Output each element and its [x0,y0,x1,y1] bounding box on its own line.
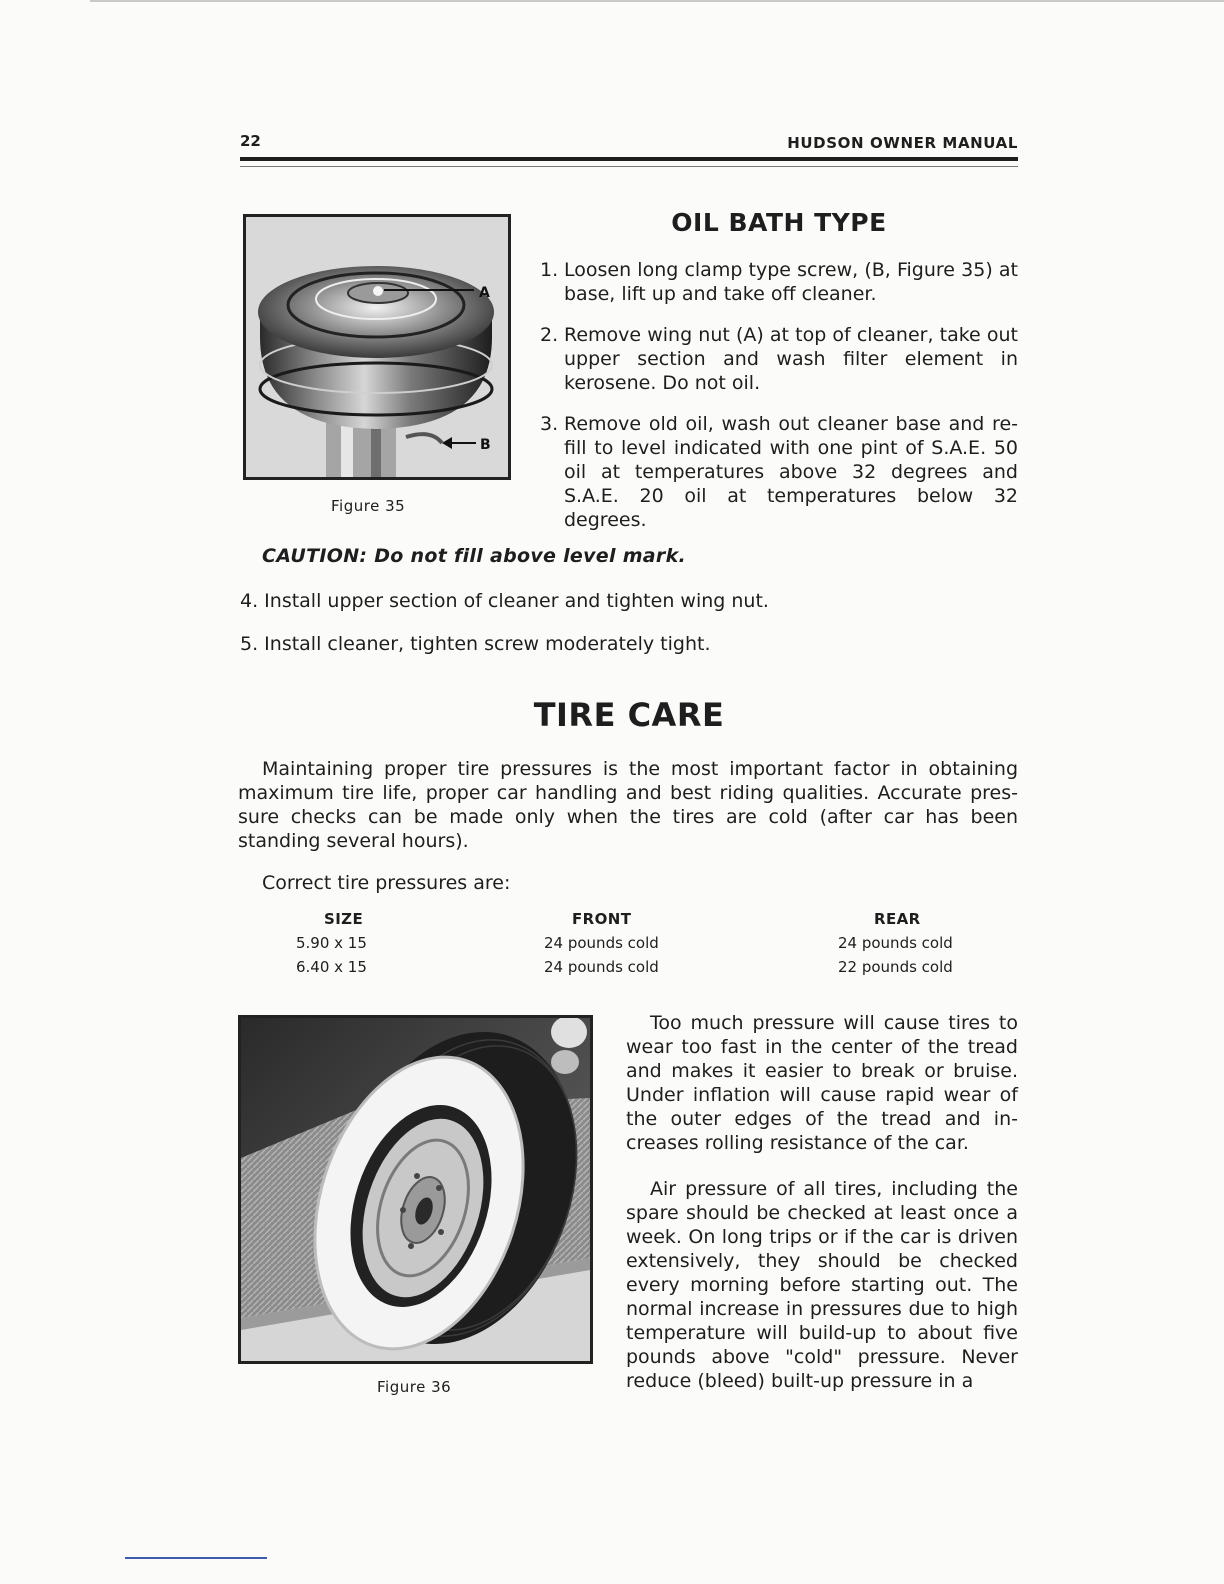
step-number: 1. [540,259,559,281]
running-title: HUDSON OWNER MANUAL [787,134,1018,152]
step-number: 2. [540,324,559,346]
cell-rear: 24 pounds cold [838,934,953,952]
figure-35-air-cleaner-image [243,214,511,480]
oil-bath-step-4: 4. Install upper section of cleaner and tighten wing nut. [240,590,769,612]
oil-bath-steps [540,258,1018,549]
figure-36-caption: Figure 36 [377,1378,452,1396]
figure-35-label-b: B [480,437,491,453]
column-header-front: FRONT [572,910,632,928]
header-rule-thick [240,157,1018,161]
page-header [240,132,1018,154]
figure-36-spare-tire-image [238,1015,593,1364]
tire-care-intro: Maintaining proper tire pressures is the most important factor in obtaining maximum tire life, proper car handling and best riding qualities. Accurate pres-sure checks can be made only when the tires are cold (after car has been standing several hours). [238,758,1018,852]
oil-bath-step-1 [540,258,1018,306]
oil-bath-step-5: 5. Install cleaner, tighten screw moderately tight. [240,633,711,655]
tire-pressure-text-column [626,1011,1018,1415]
scan-top-edge [90,0,1224,8]
step-text: Remove wing nut (A) at top of cleaner, take out upper section and wash filter element in kerosene. Do not oil. [564,324,1018,394]
step-text: Loosen long clamp type screw, (B, Figure 35) at base, lift up and take off cleaner. [564,259,1018,305]
overpressure-paragraph: Too much pressure will cause tires to wear too fast in the center of the tread and makes it easier to break or bruise. Under inflation will cause rapid wear of the outer edges of the tread and in-creases rolling resistance of the car. [626,1012,1018,1154]
air-pressure-paragraph: Air pressure of all tires, including the spare should be checked at least once a week. On long trips or if the car is driven extensively, they should be checked every morning before starting out. The normal increase in pressures due to high temperature will build-up to about five pounds above "cold" pressure. Never reduce (bleed) built-up pressure in a [626,1178,1018,1392]
column-header-size: SIZE [324,910,364,928]
caution-note: CAUTION: Do not fill above level mark. [262,545,687,567]
tire-care-heading: TIRE CARE [533,696,725,734]
correct-pressures-label: Correct tire pressures are: [262,872,511,894]
figure-35-caption: Figure 35 [331,497,406,515]
oil-bath-heading: OIL BATH TYPE [671,208,887,237]
figure-35-label-a: A [479,285,490,301]
table-row [262,958,1002,982]
header-rule-thin [240,166,1018,167]
column-header-rear: REAR [874,910,921,928]
cell-front: 24 pounds cold [544,934,659,952]
tire-pressure-table [262,910,1002,982]
cell-size: 5.90 x 15 [296,934,367,952]
step-number: 3. [540,413,559,435]
table-header-row [262,910,1002,934]
cell-rear: 22 pounds cold [838,958,953,976]
oil-bath-step-2 [540,323,1018,395]
cell-front: 24 pounds cold [544,958,659,976]
table-row [262,934,1002,958]
oil-bath-step-3 [540,412,1018,532]
cell-size: 6.40 x 15 [296,958,367,976]
page-number: 22 [240,132,261,150]
step-text: Remove old oil, wash out cleaner base and re-fill to level indicated with one pint of S.A.E. 50 oil at temperatures above 32 degrees and S.A.E. 20 oil at temperatures below 32 degrees. [564,413,1018,531]
scan-bottom-edge [125,1557,267,1559]
